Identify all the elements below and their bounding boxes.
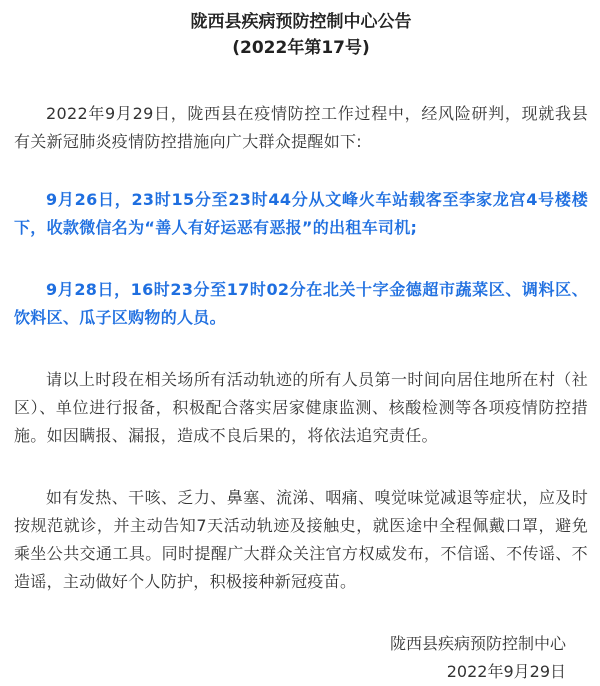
- intro-paragraph: 2022年9月29日，陇西县在疫情防控工作过程中，经风险研判，现就我县有关新冠肺炎疫情防控措施向广大群众提醒如下:: [14, 104, 588, 151]
- reporting-paragraph: 请以上时段在相关场所有活动轨迹的所有人员第一时间向居住地所在村（社区）、单位进行报备，积极配合落实居家健康监测、核酸检测等各项疫情防控措施。如因瞒报、漏报，造成不良后果的，将依法追究责任。: [14, 370, 588, 445]
- highlight-taxi-driver: 9月26日，23时15分至23时44分从文峰火车站载客至李家龙宫4号楼楼下，收款微信名为“善人有好运恶有恶报”的出租车司机;: [14, 190, 588, 237]
- signature-organization: 陇西县疾病预防控制中心: [389, 634, 566, 653]
- highlight-supermarket: 9月28日，16时23分至17时02分在北关十字金德超市蔬菜区、调料区、饮料区、瓜子区购物的人员。: [14, 280, 588, 327]
- symptoms-paragraph: 如有发热、干咳、乏力、鼻塞、流涕、咽痛、嗅觉味觉减退等症状，应及时按规范就诊，并主动告知7天活动轨迹及接触史，就医途中全程佩戴口罩，避免乘坐公共交通工具。同时提醒广大群众关注官方权威发布，不信谣、不传谣、不造谣，主动做好个人防护，积极接种新冠疫苗。: [14, 488, 588, 591]
- announcement-number: (2022年第17号): [232, 38, 370, 58]
- announcement-title: 陇西县疾病预防控制中心公告: [190, 12, 412, 32]
- signature-date: 2022年9月29日: [446, 662, 566, 681]
